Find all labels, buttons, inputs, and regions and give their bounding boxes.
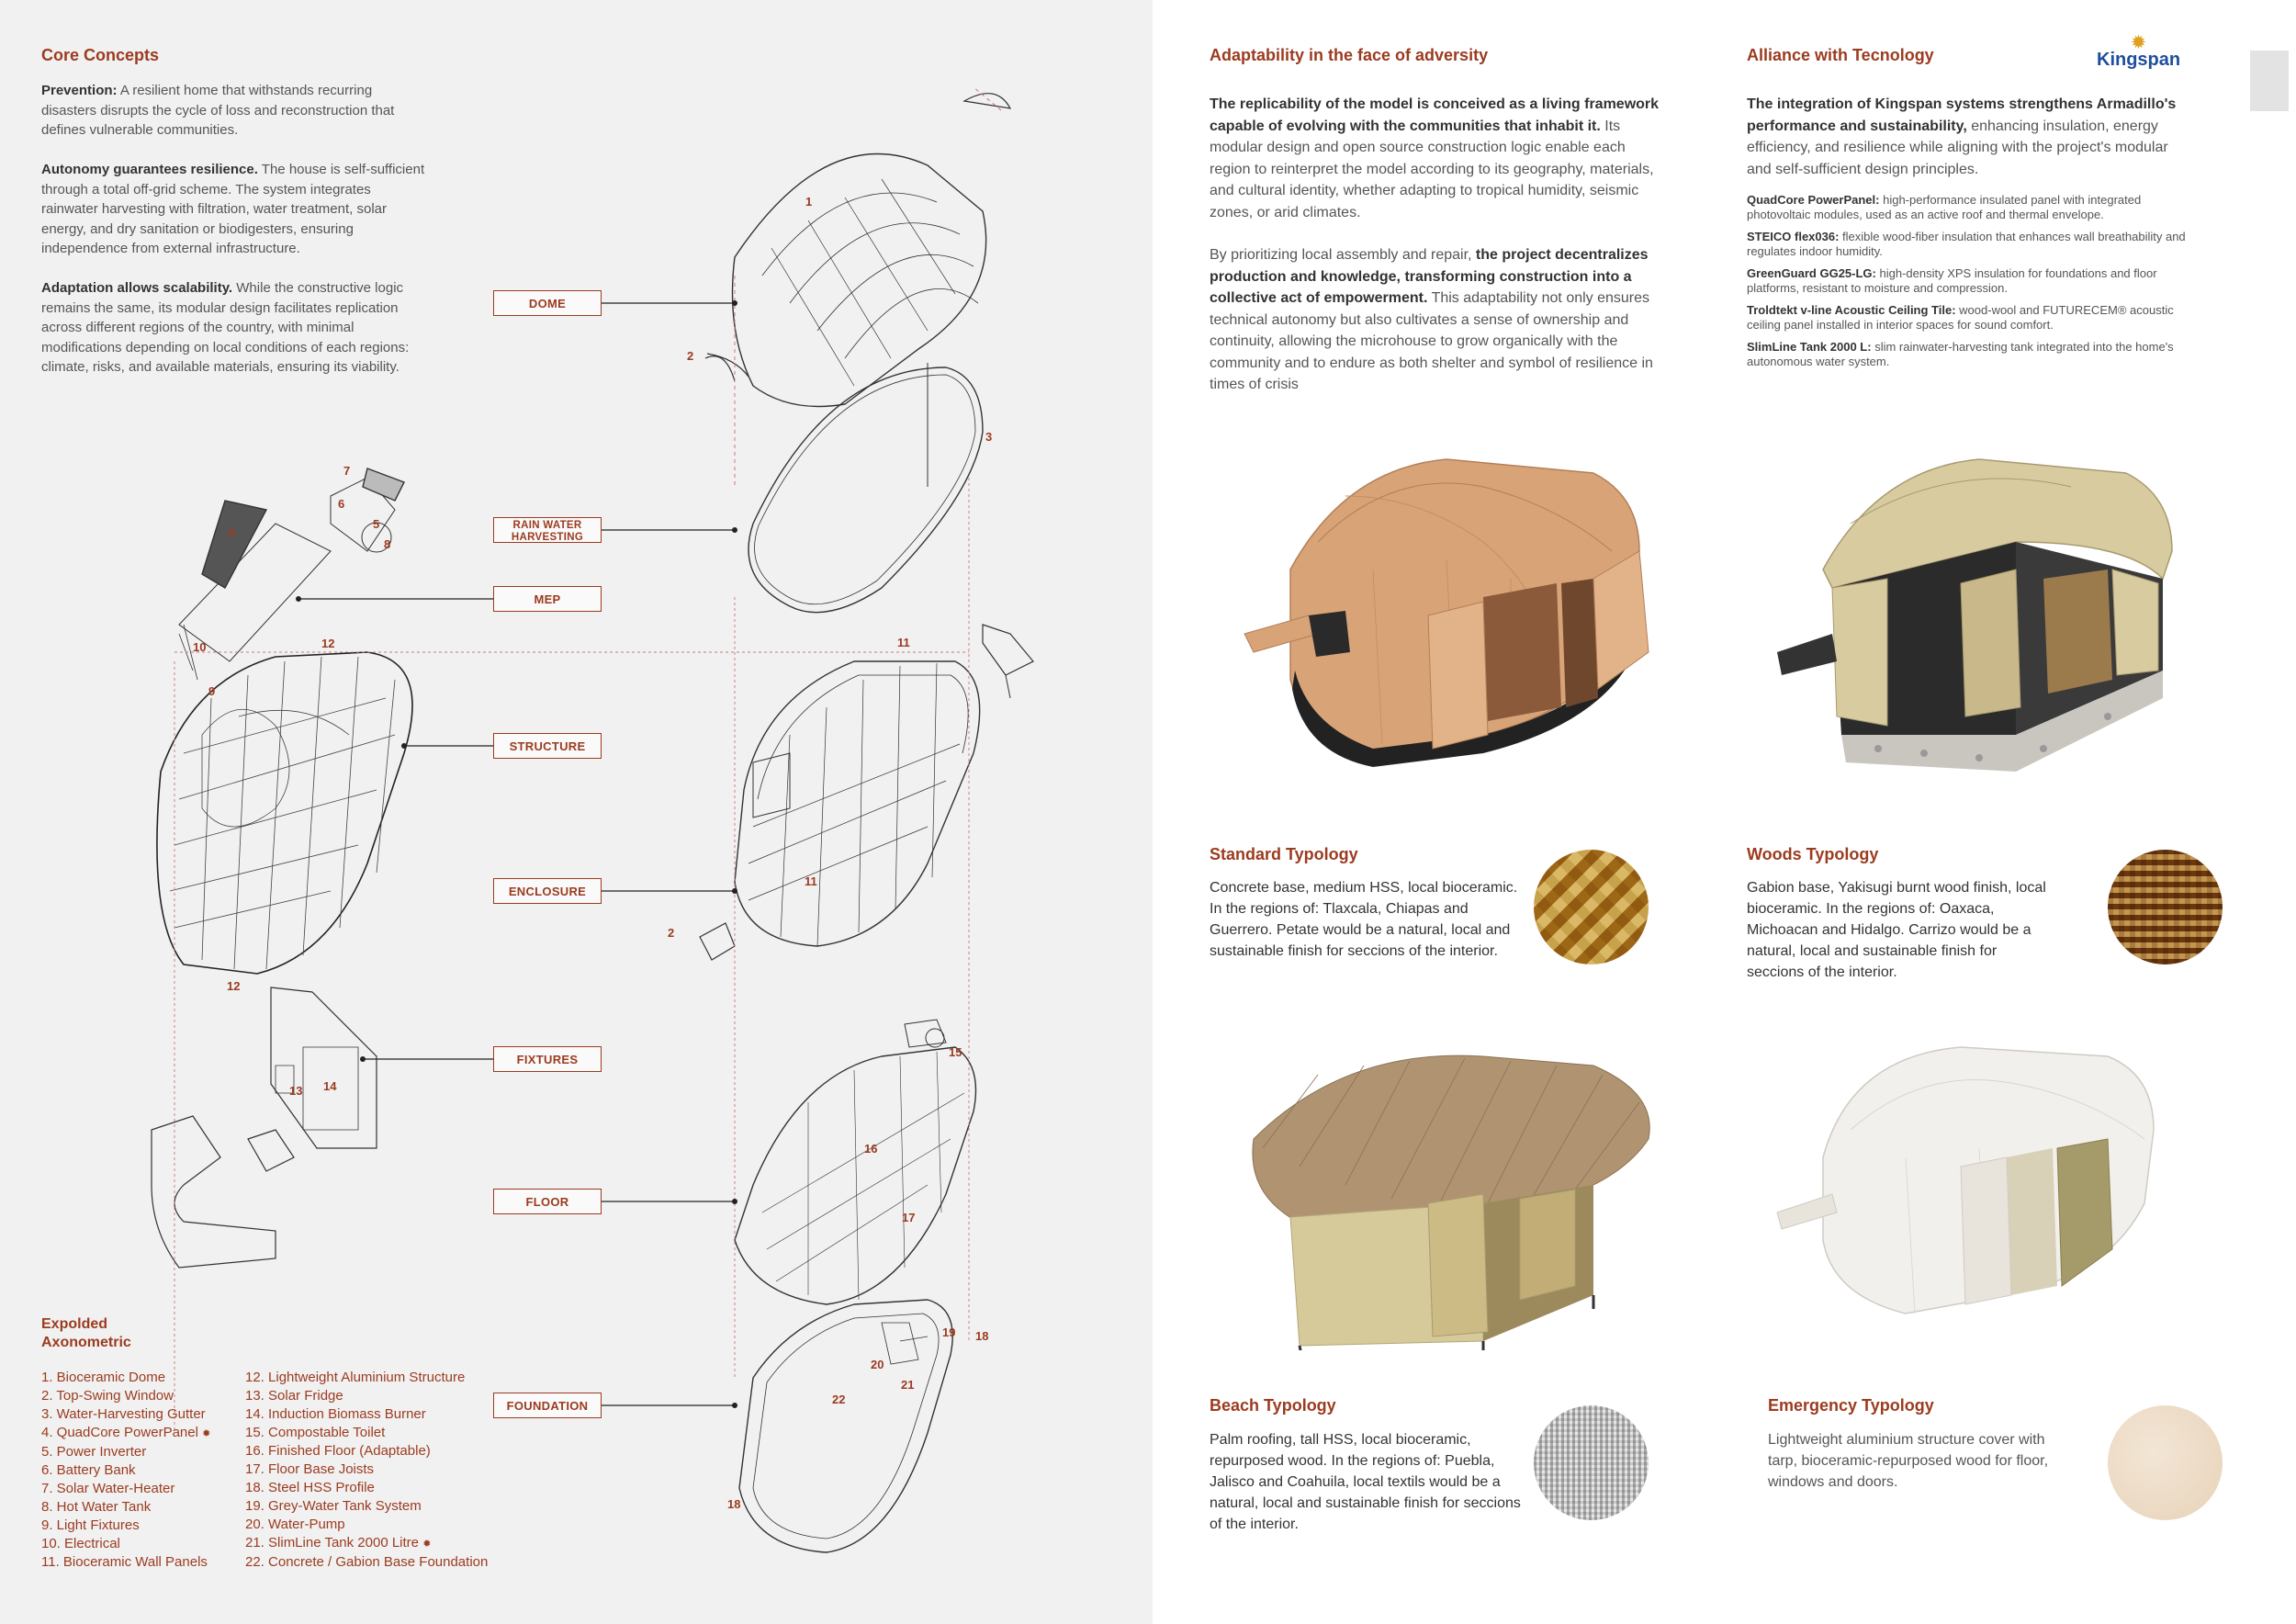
product-item: GreenGuard GG25-LG: high-density XPS insulation for foundations and floor platforms, resistant to moisture and compression. [1747, 266, 2157, 295]
kingspan-logo: ✹ Kingspan [2097, 33, 2181, 70]
legend-item: 14. Induction Biomass Burner [245, 1406, 426, 1422]
legend-item: 17. Floor Base Joists [245, 1461, 375, 1477]
callout-number: 4 [228, 525, 235, 539]
woods-typology-text: Gabion base, Yakisugi burnt wood finish, local bioceramic. In the regions of: Oaxaca, Michoacan and Hidalgo. Carrizo would be a natural, local and sustainable finish for seccions of the interior. [1747, 880, 2046, 980]
kingspan-logo-icon: ✹ [422, 1539, 432, 1550]
legend-item: 19. Grey-Water Tank System [245, 1498, 422, 1514]
legend-item: 15. Compostable Toilet [245, 1425, 386, 1440]
legend-item: 16. Finished Floor (Adaptable) [245, 1443, 431, 1459]
legend-item: 21. SlimLine Tank 2000 Litre ✹ [245, 1535, 432, 1551]
legend-item: 3. Water-Harvesting Gutter [41, 1406, 206, 1422]
beach-typology-text: Palm roofing, tall HSS, local bioceramic, repurposed wood. In the regions of: Puebla, Jalisco and Coahuila, local textils would be a natural, local and sustainable finish for seccions of the interior. [1210, 1432, 1521, 1532]
tag-rain-water-harvesting: RAIN WATER HARVESTING [493, 517, 602, 543]
adaptability-title: Adaptability in the face of adversity [1210, 46, 1489, 64]
product-list [1747, 193, 2197, 377]
legend-column-2 [245, 1369, 488, 1572]
legend-item: 6. Battery Bank [41, 1462, 136, 1478]
core-concepts-title: Core Concepts [41, 46, 160, 64]
carrizo-swatch [2108, 850, 2223, 964]
alliance-paragraph: The integration of Kingspan systems strengthens Armadillo's performance and sustainability, enhancing insulation, energy efficiency, and resilience while aligning with the project's modular and self-sufficient design principles. [1747, 96, 2177, 177]
exploded-axonometric-title: Expolded Axonometric [41, 1316, 131, 1350]
legend-item: 11. Bioceramic Wall Panels [41, 1554, 208, 1570]
beach-typology-render [1208, 1038, 1685, 1350]
callout-number: 22 [832, 1393, 846, 1406]
callout-number: 17 [902, 1211, 916, 1224]
tag-dome: DOME [493, 290, 602, 316]
beach-typology-title: Beach Typology [1210, 1396, 1336, 1415]
legend-item: 18. Steel HSS Profile [245, 1480, 375, 1495]
woods-typology-title: Woods Typology [1747, 845, 1879, 863]
callout-number: 18 [727, 1497, 741, 1511]
kingspan-logo-icon: ✹ [202, 1428, 211, 1439]
callout-number: 8 [384, 537, 391, 551]
callout-number: 10 [193, 640, 207, 654]
page-tab-marker [2250, 51, 2289, 111]
product-item: Troldtekt v-line Acoustic Ceiling Tile: wood-wool and FUTURECEM® acoustic ceiling panel installed in interior spaces for sound comfort. [1747, 303, 2174, 332]
emergency-typology-render [1740, 1020, 2218, 1332]
callout-number: 20 [871, 1358, 884, 1371]
callout-number: 12 [321, 637, 335, 650]
callout-number: 3 [985, 430, 993, 444]
tag-structure: STRUCTURE [493, 733, 602, 759]
standard-typology-render [1208, 432, 1685, 799]
legend-item: 4. QuadCore PowerPanel ✹ [41, 1425, 211, 1440]
legend-item: 12. Lightweight Aluminium Structure [245, 1370, 466, 1385]
legend-item: 1. Bioceramic Dome [41, 1370, 166, 1385]
legend-item: 13. Solar Fridge [245, 1388, 343, 1404]
callout-number: 2 [687, 349, 694, 363]
woods-typology-render [1740, 432, 2218, 799]
textile-swatch [1534, 1405, 1649, 1520]
petate-swatch [1534, 850, 1649, 964]
adaptability-paragraph-1: The replicability of the model is conceived as a living framework capable of evolving with the communities that inhabit it. Its modular design and open source construction logic enable each region to reinterpret the model according to its geography, materials, and cultural identity, whether adapting to tropical humidity, seismic zones, or arid climates. [1210, 96, 1660, 220]
legend-item: 2. Top-Swing Window [41, 1388, 174, 1404]
legend-item: 8. Hot Water Tank [41, 1499, 152, 1515]
legend-item: 5. Power Inverter [41, 1444, 147, 1460]
kingspan-logo-icon: ✹ [2132, 33, 2146, 51]
callout-number: 19 [942, 1325, 956, 1339]
standard-typology-text: Concrete base, medium HSS, local bioceramic. In the regions of: Tlaxcala, Chiapas and Guerrero. Petate would be a natural, local and sustainable finish for seccions of the interior. [1210, 880, 1518, 959]
tag-floor: FLOOR [493, 1189, 602, 1214]
product-item: SlimLine Tank 2000 L: slim rainwater-harvesting tank integrated into the home's autonomous water system. [1747, 340, 2174, 368]
callout-number: 21 [901, 1378, 915, 1392]
callout-number: 1 [805, 195, 813, 209]
callout-number: 18 [975, 1329, 989, 1343]
callout-number: 14 [323, 1079, 337, 1093]
tag-foundation: FOUNDATION [493, 1393, 602, 1418]
callout-number: 11 [897, 636, 910, 649]
prevention-paragraph: Prevention: A resilient home that withstands recurring disasters disrupts the cycle of loss and reconstruction that defines vulnerable communities. [41, 83, 395, 138]
right-page [1153, 0, 2296, 1624]
adaptation-paragraph: Adaptation allows scalability. While the constructive logic remains the same, its modular design facilitates replication across different regions of the country, with minimal modifications depending on local conditions of each regions: climate, risks, and available materials, ensuring its viability. [41, 280, 410, 375]
callout-number: 2 [668, 926, 675, 940]
legend-item: 7. Solar Water-Heater [41, 1481, 175, 1496]
legend-item: 22. Concrete / Gabion Base Foundation [245, 1554, 489, 1570]
emergency-typology-title: Emergency Typology [1768, 1396, 1934, 1415]
callout-number: 11 [805, 874, 817, 888]
callout-number: 15 [949, 1045, 962, 1059]
legend-item: 10. Electrical [41, 1536, 120, 1551]
wood-swatch [2108, 1405, 2223, 1520]
alliance-title: Alliance with Tecnology [1747, 46, 1934, 64]
autonomy-paragraph: Autonomy guarantees resilience. The house is self-sufficient through a total off-grid scheme. The system integrates rainwater harvesting with filtration, water treatment, solar energy, and dry sanitation or biodigesters, ensuring independence from external infrastructure. [41, 162, 425, 256]
tag-fixtures: FIXTURES [493, 1046, 602, 1072]
product-item: QuadCore PowerPanel: high-performance insulated panel with integrated photovoltaic modules, used as an active roof and thermal envelope. [1747, 193, 2142, 221]
adaptability-paragraph-2: By prioritizing local assembly and repair, the project decentralizes production and knowledge, transforming construction into a collective act of empowerment. This adaptability not only ensures technical autonomy but also cultivates a sense of ownership and continuity, allowing the microhouse to grow organically with the community and to endure as both shelter and symbol of resilience in times of crisis [1210, 247, 1653, 392]
tag-enclosure: ENCLOSURE [493, 878, 602, 904]
legend-item: 9. Light Fixtures [41, 1517, 140, 1533]
callout-number: 5 [373, 517, 380, 531]
standard-typology-title: Standard Typology [1210, 845, 1358, 863]
tag-mep: MEP [493, 586, 602, 612]
emergency-typology-text: Lightweight aluminium structure cover with tarp, bioceramic-repurposed wood for floor, windows and doors. [1768, 1432, 2049, 1490]
callout-number: 7 [343, 464, 351, 478]
callout-number: 9 [208, 684, 216, 698]
callout-number: 6 [338, 497, 345, 511]
legend-column-1 [41, 1369, 210, 1572]
callout-number: 16 [864, 1142, 878, 1156]
callout-number: 13 [289, 1084, 303, 1098]
callout-number: 12 [227, 979, 241, 993]
legend-item: 20. Water-Pump [245, 1517, 345, 1532]
product-item: STEICO flex036: flexible wood-fiber insulation that enhances wall breathability and regulates indoor humidity. [1747, 230, 2186, 258]
